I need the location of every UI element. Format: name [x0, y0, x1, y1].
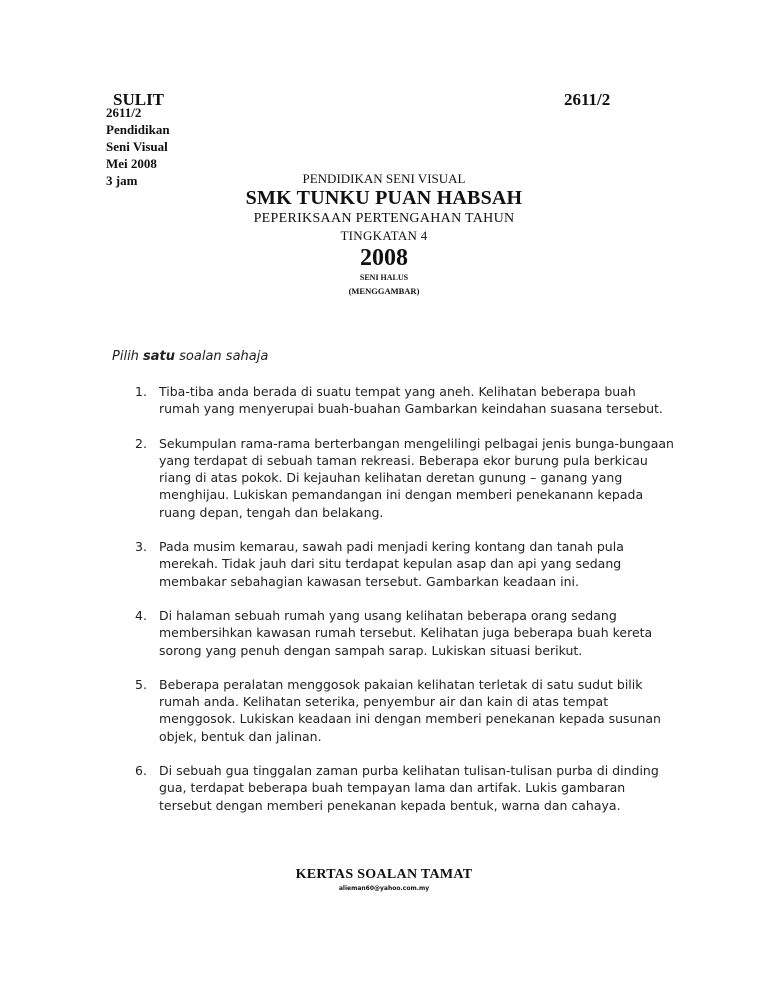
question-item: [135, 383, 675, 418]
author-email: alieman60@yahoo.com.my: [338, 885, 430, 892]
form-level: TINGKATAN 4: [340, 228, 428, 243]
question-number: 2.: [135, 435, 147, 451]
exam-name: PEPERIKSAAN PERTENGAHAN TAHUN: [253, 211, 515, 226]
question-item: [135, 607, 675, 659]
question-text: Beberapa peralatan menggosok pakaian kelihatan terletak di satu sudut bilik rumah anda. Kelihatan seterika, penyembur air dan kain di atas tempat menggosok. Lukiskan keadaan ini dengan memberi penekanan kepada susunan objek, bentuk dan jalinan.: [159, 676, 661, 744]
question-text: Di sebuah gua tinggalan zaman purba kelihatan tulisan-tulisan purba di dinding gua, terdapat beberapa buah tempayan lama dan artifak. Lukis gambaran tersebut dengan memberi penekanan kepada bentuk, warna dan cahaya.: [159, 763, 659, 813]
question-text: Di halaman sebuah rumah yang usang kelihatan beberapa orang sedang membersihkan kawasan rumah tersebut. Kelihatan juga beberapa buah kereta sorong yang penuh dengan sampah sarap. Lukiskan situasi berikut.: [159, 607, 653, 658]
question-text: Pada musim kemarau, sawah padi menjadi kering kontang dan tanah pula merekah. Tidak jauh dari situ terdapat kepulan asap dan api yang sedang membakar sebahagian kawasan tersebut. Gambarkan keadaan ini.: [159, 539, 624, 589]
paper-code-left: 2611/2: [106, 105, 142, 120]
end-of-paper: KERTAS SOALAN TAMAT: [295, 867, 473, 882]
instruction: [112, 349, 268, 364]
paper-code-right: 2611/2: [564, 90, 611, 109]
subject-short: Pendidikan: [106, 122, 170, 137]
paper-subtype: (MENGGAMBAR): [348, 286, 420, 296]
question-number: 4.: [135, 607, 147, 623]
exam-date: Mei 2008: [106, 156, 157, 171]
question-item: [135, 435, 675, 521]
question-number: 6.: [135, 763, 147, 779]
question-number: 3.: [135, 539, 147, 555]
instruction-suffix: soalan sahaja: [175, 349, 269, 364]
instruction-emphasis: satu: [143, 349, 176, 364]
question-number: 5.: [135, 676, 147, 692]
subject-short-2: Seni Visual: [106, 139, 168, 154]
paper-type: SENI HALUS: [359, 273, 409, 282]
question-text: Tiba-tiba anda berada di suatu tempat yang aneh. Kelihatan beberapa buah rumah yang menyerupai buah-buahan Gambarkan keindahan suasana tersebut.: [159, 384, 663, 417]
question-item: [135, 676, 675, 745]
school-name: SMK TUNKU PUAN HABSAH: [245, 187, 523, 209]
exam-duration: 3 jam: [106, 173, 138, 188]
question-list: [135, 383, 675, 831]
question-item: [135, 538, 675, 590]
sulit-label: SULIT: [113, 90, 165, 109]
question-item: [135, 762, 675, 814]
instruction-prefix: Pilih: [112, 349, 144, 364]
exam-year: 2008: [360, 245, 408, 271]
question-number: 1.: [135, 384, 147, 399]
question-text: Sekumpulan rama-rama berterbangan mengelilingi pelbagai jenis bunga-bungaan yang terdapat di sebuah taman rekreasi. Beberapa ekor burung pula berkicau riang di atas pokok. Di kejauhan kelihatan deretan gunung – ganang yang menghijau. Lukiskan pemandangan ini dengan memberi penekanann kepada ruang depan, tengah dan belakang.: [159, 435, 674, 520]
subject-title: PENDIDIKAN SENI VISUAL: [302, 171, 466, 186]
